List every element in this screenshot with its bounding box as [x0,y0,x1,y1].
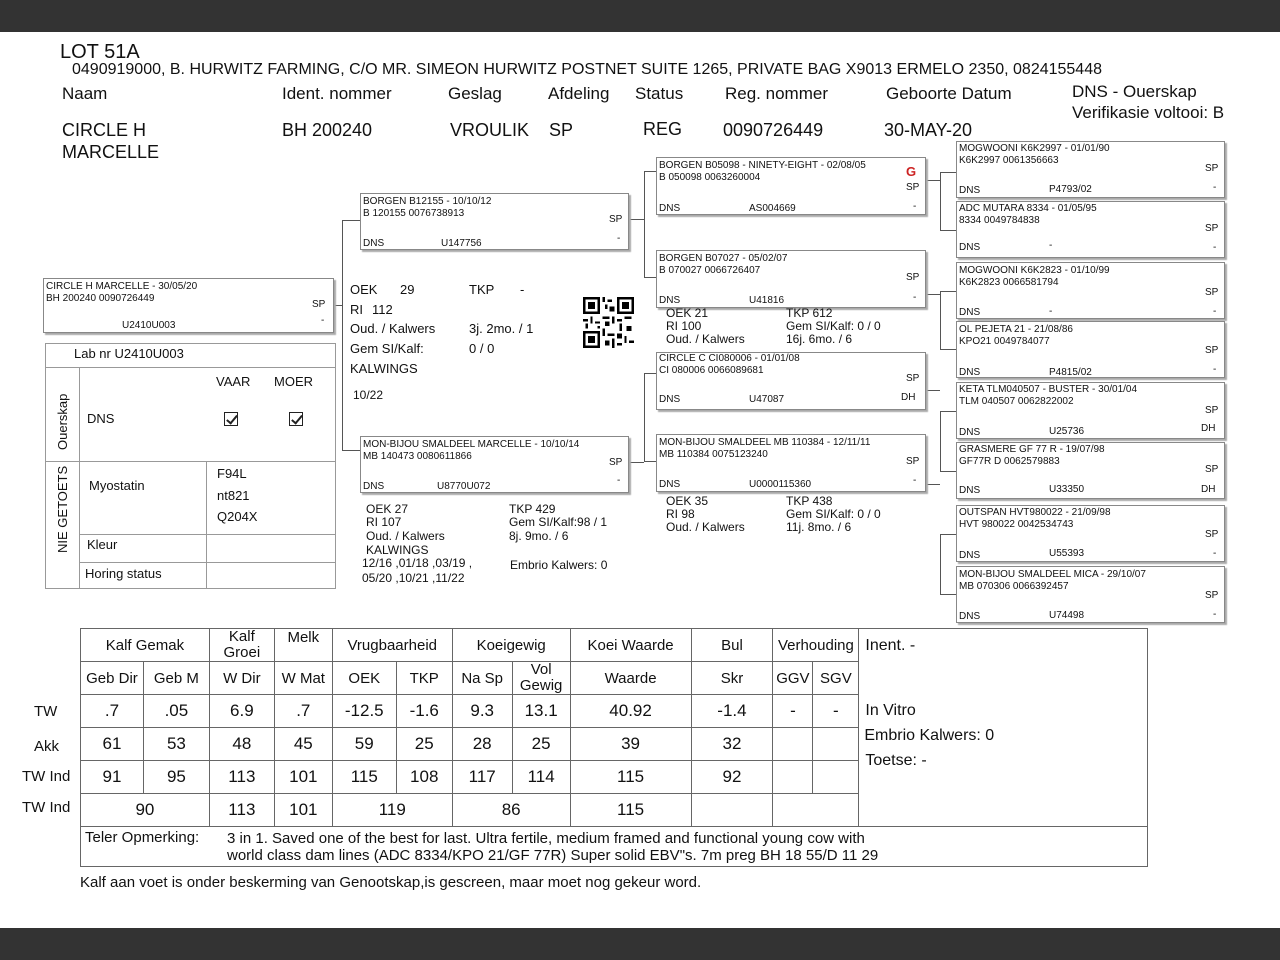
ind-cell: 91 [81,761,144,794]
dam-gem: Gem SI/Kalf:98 / 1 [509,515,608,529]
ind2-cell: 113 [209,794,274,827]
gg4-dash: - [1213,364,1217,375]
g4-age: 11j. 8mo. / 6 [786,520,852,534]
group-melk: Melk [274,629,332,662]
connector [940,411,941,471]
connector [940,291,956,292]
bottom-bar [0,928,1280,960]
gg2-dns: DNS [959,242,981,253]
akk-cell: 61 [81,728,144,761]
sire-id: B 120155 0076738913 [363,208,465,219]
connector [342,450,360,451]
header-reg: Reg. nommer [725,84,828,103]
gg4-id: KPO21 0049784077 [959,336,1050,347]
myostatin-label: Myostatin [89,478,145,493]
myostatin-3: Q204X [217,509,258,524]
ouerskap-label: Ouerskap [55,393,70,450]
tw-cell: -1.6 [396,695,452,728]
animal-reg: 0090726449 [723,120,824,140]
award-icon: G [906,164,917,179]
ind2-cell: 115 [570,794,691,827]
lab-box [45,343,336,589]
g2-title: BORGEN B07027 - 05/02/07 [659,253,788,264]
grandsire-2-box [656,250,926,308]
side-info [859,629,1148,827]
connector [940,291,941,349]
gg7-sp: SP [1205,529,1219,540]
gg7-dash: - [1213,548,1217,559]
embrio-kalwers: Embrio Kalwers: 0 [864,727,995,744]
dam-oek: OEK 27 [366,502,409,516]
dam-dns: DNS [363,481,385,492]
connector [342,220,360,221]
g3-dns: DNS [659,394,681,405]
akk-cell: 28 [452,728,512,761]
header-geboorte: Geboorte Datum [886,84,1012,103]
dam-dates-1: 12/16 ,01/18 ,03/19 , [362,556,473,570]
sub-oek: OEK [332,662,396,695]
connector [940,534,956,535]
g4-oud: Oud. / Kalwers [666,520,745,534]
gg6-dh: DH [1201,484,1216,495]
g4-oek: OEK 35 [666,494,709,508]
gg-box-6 [956,442,1225,499]
ind-cell: 108 [396,761,452,794]
ind-cell: 95 [143,761,209,794]
tw-cell: .7 [274,695,332,728]
sire-sp: SP [609,214,623,225]
gg-box-1 [956,141,1225,198]
sire-kalwings-dates: 10/22 [353,388,384,402]
group-vrugbaarheid: Vrugbaarheid [332,629,452,662]
self-dash: - [321,315,325,326]
g2-oud: Oud. / Kalwers [666,332,745,346]
group-koeigewig: Koeigewig [452,629,570,662]
tw-cell: .05 [143,695,209,728]
gg-box-8 [956,566,1225,623]
gg5-dns: DNS [959,427,981,438]
tw-cell: 9.3 [452,695,512,728]
animal-geslag: VROULIK [450,120,530,140]
akk-cell: 59 [332,728,396,761]
gg2-sp: SP [1205,223,1219,234]
ind-cell: 92 [691,761,773,794]
gg2-id: 8334 0049784838 [959,215,1040,226]
gg8-sp: SP [1205,590,1219,601]
gg8-dns: DNS [959,611,981,622]
gg2-dash: - [1213,242,1217,253]
tw-cell: - [813,695,859,728]
gg5-title: KETA TLM040507 - BUSTER - 30/01/04 [959,384,1138,395]
gg6-sp: SP [1205,464,1219,475]
g3-title: CIRCLE C CI080006 - 01/01/08 [659,353,800,364]
dam-box [360,436,629,493]
ind-cell: 117 [452,761,512,794]
sire-gem-label: Gem SI/Kalf: [350,341,424,356]
grandsire-4-box [656,434,926,492]
g3-code: U47087 [749,394,785,405]
header-status: Status [635,84,684,103]
gg6-id: GF77R D 0062579883 [959,456,1060,467]
g2-age: 16j. 6mo. / 6 [786,332,853,346]
tw-cell: 40.92 [570,695,691,728]
gg3-dash: - [1213,306,1217,317]
sub-geb-dir: Geb Dir [81,662,144,695]
gg3-code: - [1049,306,1053,317]
g4-dash: - [913,475,917,486]
self-title: CIRCLE H MARCELLE - 30/05/20 [46,281,198,292]
gg3-sp: SP [1205,287,1219,298]
connector [940,172,941,230]
connector [926,180,940,181]
lab-vaar: VAAR [216,374,251,389]
ind-cell: 101 [274,761,332,794]
sub-na-sp: Na Sp [452,662,512,695]
gg4-title: OL PEJETA 21 - 21/08/86 [959,324,1073,335]
g2-dash: - [913,292,917,303]
sire-box [360,193,629,250]
gg5-id: TLM 040507 0062822002 [959,396,1074,407]
sub-skr: Skr [691,662,773,695]
sub-waarde: Waarde [570,662,691,695]
akk-cell: 48 [209,728,274,761]
g4-dns: DNS [659,479,681,490]
self-id: BH 200240 0090726449 [46,293,155,304]
gg8-code: U74498 [1049,610,1085,621]
g3-sp: SP [906,373,920,384]
teler-line-1: 3 in 1. Saved one of the best for last. Ultra fertile, medium framed and functional young cow with [227,830,865,847]
dam-embrio: Embrio Kalwers: 0 [510,558,608,572]
verifikasie: Verifikasie voltooi: B [1072,103,1225,122]
myostatin-2: nt821 [217,488,250,503]
g2-dns: DNS [659,295,681,306]
gg2-title: ADC MUTARA 8334 - 01/05/95 [959,203,1097,214]
gg-box-5 [956,382,1225,439]
akk-cell: 39 [570,728,691,761]
dam-sp: SP [609,457,623,468]
ind2-cell: 119 [332,794,452,827]
akk-cell: 25 [396,728,452,761]
g3-id: CI 080006 0066089681 [659,365,764,376]
nie-getoets-label: NIE GETOETS [55,465,70,553]
g4-gem: Gem SI/Kalf: 0 / 0 [786,507,881,521]
grandsire-1-box [656,157,926,215]
gg1-id: K6K2997 0061356663 [959,155,1059,166]
vaar-checkbox [224,412,238,426]
ind-cell [773,761,813,794]
connector [926,484,940,485]
row-label-tw: TW [34,703,58,720]
tw-cell: .7 [81,695,144,728]
moer-checkbox [289,412,303,426]
sire-kalwings: KALWINGS [350,361,418,376]
g4-sp: SP [906,456,920,467]
gg1-sp: SP [1205,163,1219,174]
myostatin-1: F94L [217,466,247,481]
ebv-table [80,628,1148,867]
sire-oek: 29 [400,282,415,297]
sire-dash: - [617,233,621,244]
sire-dns: DNS [363,238,385,249]
sub-geb-m: Geb M [143,662,209,695]
g4-code: U0000115360 [749,479,812,490]
sire-ri: 112 [372,302,393,317]
g1-dns: DNS [659,203,681,214]
lab-number: Lab nr U2410U003 [74,346,184,361]
connector [940,594,956,595]
connector [629,462,644,463]
akk-cell: 32 [691,728,773,761]
sub-w-dir: W Dir [209,662,274,695]
g1-id: B 050098 0063260004 [659,172,761,183]
animal-status: REG [643,119,683,139]
kleur-label: Kleur [87,537,118,552]
header-naam: Naam [62,84,108,103]
horing-label: Horing status [85,566,162,581]
teler-line-2: world class dam lines (ADC 8334/KPO 21/GF 77R) Super solid EBV"s. 7m preg BH 18 55/D 11 29 [227,847,879,864]
sub-sgv: SGV [813,662,859,695]
sub-tkp: TKP [396,662,452,695]
sire-title: BORGEN B12155 - 10/10/12 [363,196,492,207]
akk-cell: 25 [512,728,570,761]
group-bul: Bul [691,629,773,662]
dam-ri: RI 107 [366,515,402,529]
lab-moer: MOER [274,374,313,389]
gg4-dns: DNS [959,367,981,378]
connector [334,305,342,306]
dam-dates-2: 05/20 ,10/21 ,11/22 [362,571,465,585]
g2-tkp: TKP 612 [786,306,833,320]
ind2-cell: 101 [274,794,332,827]
sire-code: U147756 [441,238,482,249]
gg3-title: MOGWOONI K6K2823 - 01/10/99 [959,265,1110,276]
row-label-akk: Akk [34,738,60,755]
gg2-code: - [1049,240,1053,251]
dam-title: MON-BIJOU SMALDEEL MARCELLE - 10/10/14 [363,439,580,450]
connector [940,349,956,350]
gg5-dh: DH [1201,423,1216,434]
dam-age: 8j. 9mo. / 6 [509,529,569,543]
inent: Inent. - [865,637,916,654]
ind2-cell: 86 [452,794,570,827]
group-kalf-gemak: Kalf Gemak [81,629,210,662]
connector [926,294,940,295]
tw-cell: -1.4 [691,695,773,728]
sire-oud: 3j. 2mo. / 1 [469,321,534,336]
self-sp: SP [312,299,326,310]
g1-sp: SP [906,182,920,193]
connector [629,219,644,220]
gg6-code: U33350 [1049,484,1085,495]
g4-tkp: TKP 438 [786,494,833,508]
header-afdeling: Afdeling [548,84,610,103]
group-verhouding: Verhouding [773,629,859,662]
akk-cell [773,728,813,761]
g2-oek: OEK 21 [666,306,709,320]
self-code: U2410U003 [122,320,176,331]
gg1-dash: - [1213,182,1217,193]
g1-title: BORGEN B05098 - NINETY-EIGHT - 02/08/05 [659,160,866,171]
gg-box-7 [956,505,1225,562]
connector [342,220,343,450]
lab-dns: DNS [87,411,115,426]
gg7-title: OUTSPAN HVT980022 - 21/09/98 [959,507,1111,518]
g2-gem: Gem SI/Kalf: 0 / 0 [786,319,881,333]
ind-cell: 114 [512,761,570,794]
connector [940,534,941,594]
gg5-sp: SP [1205,405,1219,416]
connector [644,373,645,461]
row-label-tw-ind-2: TW Ind [22,799,71,816]
sire-oek-label: OEK [350,282,378,297]
gg1-dns: DNS [959,185,981,196]
gg4-sp: SP [1205,345,1219,356]
gg6-dns: DNS [959,485,981,496]
g2-ri: RI 100 [666,319,702,333]
header-ident: Ident. nommer [282,84,392,103]
dam-dash: - [617,475,621,486]
gg-box-3 [956,262,1225,319]
ind2-cell: 90 [81,794,210,827]
toetse: Toetse: - [865,752,927,769]
gg1-code: P4793/02 [1049,184,1092,195]
akk-cell [813,728,859,761]
gg7-code: U55393 [1049,548,1085,559]
tw-cell: -12.5 [332,695,396,728]
animal-ident: BH 200240 [282,120,373,140]
g4-title: MON-BIJOU SMALDEEL MB 110384 - 12/11/11 [659,437,871,448]
sub-ggv: GGV [773,662,813,695]
sire-gem: 0 / 0 [469,341,495,356]
g2-sp: SP [906,272,920,283]
lot-number: LOT 51A [60,41,140,63]
ind2-cell [691,794,773,827]
connector [940,471,956,472]
ind-cell: 115 [570,761,691,794]
gg6-title: GRASMERE GF 77 R - 19/07/98 [959,444,1105,455]
qr-code [582,297,635,348]
animal-name-1: CIRCLE H [62,120,147,140]
dam-tkp: TKP 429 [509,502,556,516]
dam-kalwings: KALWINGS [366,543,429,557]
g2-code: U41816 [749,295,785,306]
gg3-id: K6K2823 0066581794 [959,277,1059,288]
animal-name-2: MARCELLE [62,142,160,162]
tw-cell: - [773,695,813,728]
gg1-title: MOGWOONI K6K2997 - 01/01/90 [959,143,1110,154]
gg8-title: MON-BIJOU SMALDEEL MICA - 29/10/07 [959,569,1146,580]
ind-cell: 113 [209,761,274,794]
gg3-dns: DNS [959,307,981,318]
dns-ouerskap: DNS - Ouerskap [1072,82,1197,101]
header-geslag: Geslag [448,84,502,103]
animal-afdeling: SP [549,120,574,140]
grandsire-3-box [656,352,926,410]
connector [926,390,940,391]
connector [644,171,645,277]
group-koei-waarde: Koei Waarde [570,629,691,662]
teler-opmerking [81,827,1148,867]
gg4-code: P4815/02 [1049,367,1092,378]
footer-note: Kalf aan voet is onder beskerming van Genootskap,is gescreen, maar moet nog gekeur word. [80,874,702,891]
group-kalf-groei: Kalf Groei [209,629,274,662]
dam-code: U8770U072 [437,481,491,492]
g4-ri: RI 98 [666,507,695,521]
in-vitro: In Vitro [865,702,916,719]
tw-cell: 6.9 [209,695,274,728]
ind2-cell [773,794,859,827]
akk-cell: 53 [143,728,209,761]
dam-oud: Oud. / Kalwers [366,529,445,543]
connector [940,172,956,173]
tw-cell: 13.1 [512,695,570,728]
g1-dash: - [913,201,917,212]
teler-label: Teler Opmerking: [85,829,200,846]
self-box [43,278,334,333]
gg7-id: HVT 980022 0042534743 [959,519,1074,530]
gg-box-2 [956,201,1225,258]
g3-dh: DH [901,392,916,403]
connector [940,230,956,231]
g4-id: MB 110384 0075123240 [659,449,768,460]
gg8-id: MB 070306 0066392457 [959,581,1069,592]
g1-code: AS004669 [749,203,796,214]
top-bar [0,0,1280,32]
gg7-dns: DNS [959,550,981,561]
g2-id: B 070027 0066726407 [659,265,761,276]
sire-tkp-label: TKP [469,282,495,297]
ind-cell [813,761,859,794]
row-label-tw-ind: TW Ind [22,768,71,785]
dam-id: MB 140473 0080611866 [363,451,472,462]
sire-ri-label: RI [350,302,363,317]
ind-cell: 115 [332,761,396,794]
animal-geboorte: 30-MAY-20 [884,120,973,140]
akk-cell: 45 [274,728,332,761]
sub-w-mat: W Mat [274,662,332,695]
sire-oud-label: Oud. / Kalwers [350,321,436,336]
connector [940,411,956,412]
owner-line: 0490919000, B. HURWITZ FARMING, C/O MR. SIMEON HURWITZ POSTNET SUITE 1265, PRIVATE BAG X9013 ERMELO 2350, 0824155448 [72,61,1102,78]
gg8-dash: - [1213,609,1217,620]
gg-box-4 [956,321,1225,378]
gg5-code: U25736 [1049,426,1085,437]
sub-vol-gewig: Vol Gewig [512,662,570,695]
sire-tkp: - [520,282,525,297]
